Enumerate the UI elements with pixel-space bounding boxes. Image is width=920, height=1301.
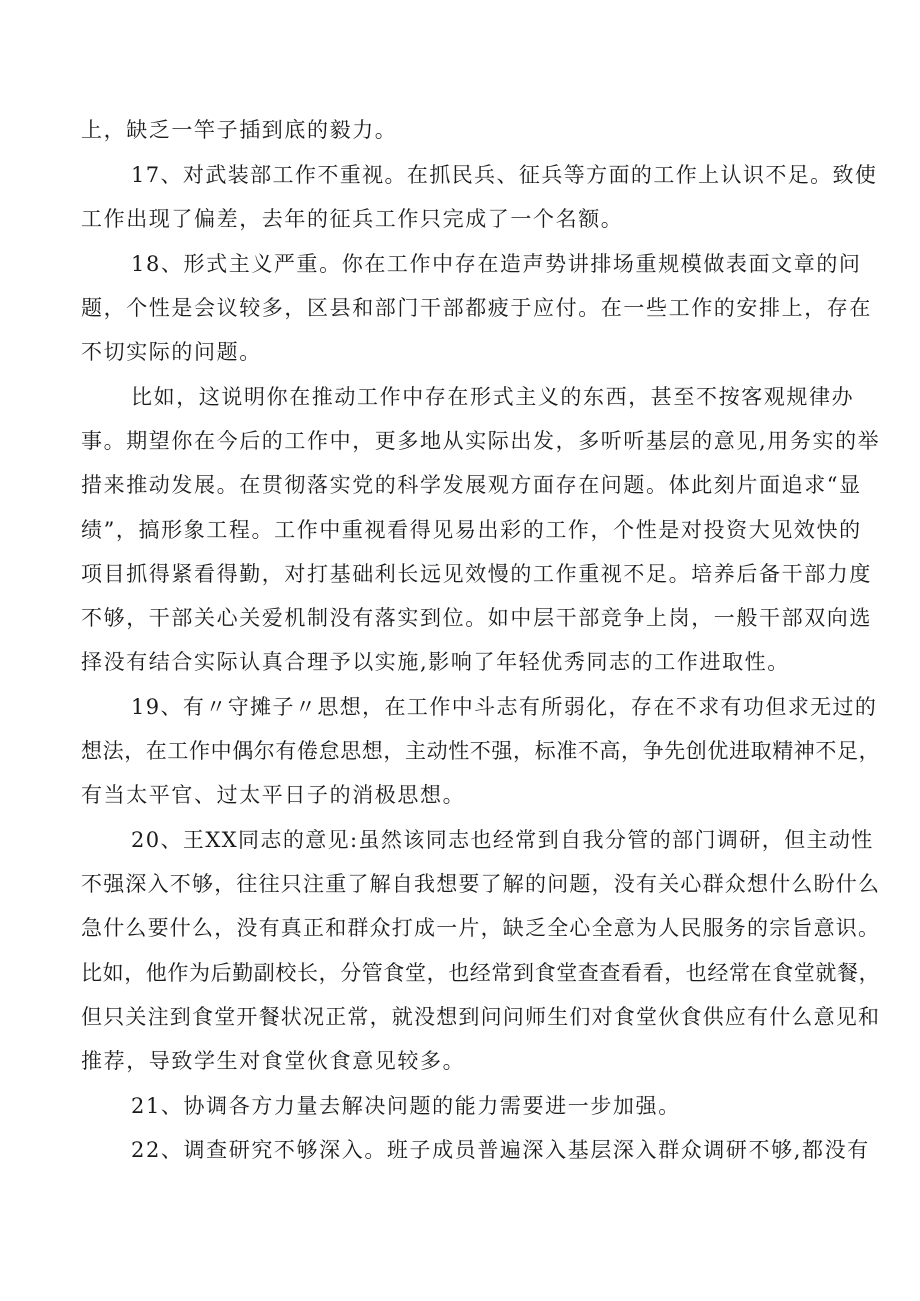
text-line-4: 18、形式主义严重。你在工作中存在造声势讲排场重规模做表面文章的问 [131,252,862,276]
text-line-21: 但只关注到食堂开餐状况正常，就没想到问问师生们对食堂伙食供应有什么意见和 [81,1005,881,1029]
text-line-6: 不切实际的问题。 [81,340,262,364]
text-line-1: 上，缺乏一竿子插到底的毅力。 [81,118,398,142]
text-line-8: 事。期望你在今后的工作中，更多地从实际出发，多听听基层的意见,用务实的举 [81,429,881,453]
text-line-15: 想法，在工作中偶尔有倦怠思想，主动性不强，标准不高，争先创优进取精神不足， [81,739,881,763]
text-line-10: 绩”，搞形象工程。工作中重视看得见易出彩的工作，个性是对投资大见效快的 [81,518,862,542]
text-line-24: 22、调查研究不够深入。班子成员普遍深入基层深入群众调研不够,都没有 [131,1138,870,1162]
text-line-3: 工作出现了偏差，去年的征兵工作只完成了一个名额。 [81,207,624,231]
text-line-14: 19、有〃守摊子〃思想，在工作中斗志有所弱化，存在不求有功但求无过的 [131,695,878,719]
text-line-2: 17、对武装部工作不重视。在抓民兵、征兵等方面的工作上认识不足。致使 [131,163,878,187]
text-line-17: 20、王XX同志的意见:虽然该同志也经常到自我分管的部门调研，但主动性 [131,828,874,852]
text-line-18: 不强深入不够，往往只注重了解自我想要了解的问题，没有关心群众想什么盼什么 [81,872,881,896]
text-line-20: 比如，他作为后勤副校长，分管食堂，也经常到食堂查查看看，也经常在食堂就餐， [81,961,881,985]
text-line-9: 措来推动发展。在贯彻落实党的科学发展观方面存在问题。体此刻片面追求“显 [81,473,862,497]
text-line-11: 项目抓得紧看得勤，对打基础利长远见效慢的工作重视不足。培养后备干部力度 [81,562,872,586]
text-line-19: 急什么要什么，没有真正和群众打成一片，缺乏全心全意为人民服务的宗旨意识。 [81,916,881,940]
text-line-13: 择没有结合实际认真合理予以实施,影响了年轻优秀同志的工作进取性。 [81,650,790,674]
text-line-12: 不够，干部关心关爱机制没有落实到位。如中层干部竞争上岗，一般干部双向选 [81,606,872,630]
text-line-22: 推荐，导致学生对食堂伙食意见较多。 [81,1049,466,1073]
text-line-23: 21、协调各方力量去解决问题的能力需要进一步加强。 [131,1094,681,1118]
text-line-5: 题，个性是会议较多，区县和部门干部都疲于应付。在一些工作的安排上，存在 [81,296,872,320]
text-line-16: 有当太平官、过太平日子的消极思想。 [81,783,466,807]
text-line-7: 比如，这说明你在推动工作中存在形式主义的东西，甚至不按客观规律办 [131,385,855,409]
